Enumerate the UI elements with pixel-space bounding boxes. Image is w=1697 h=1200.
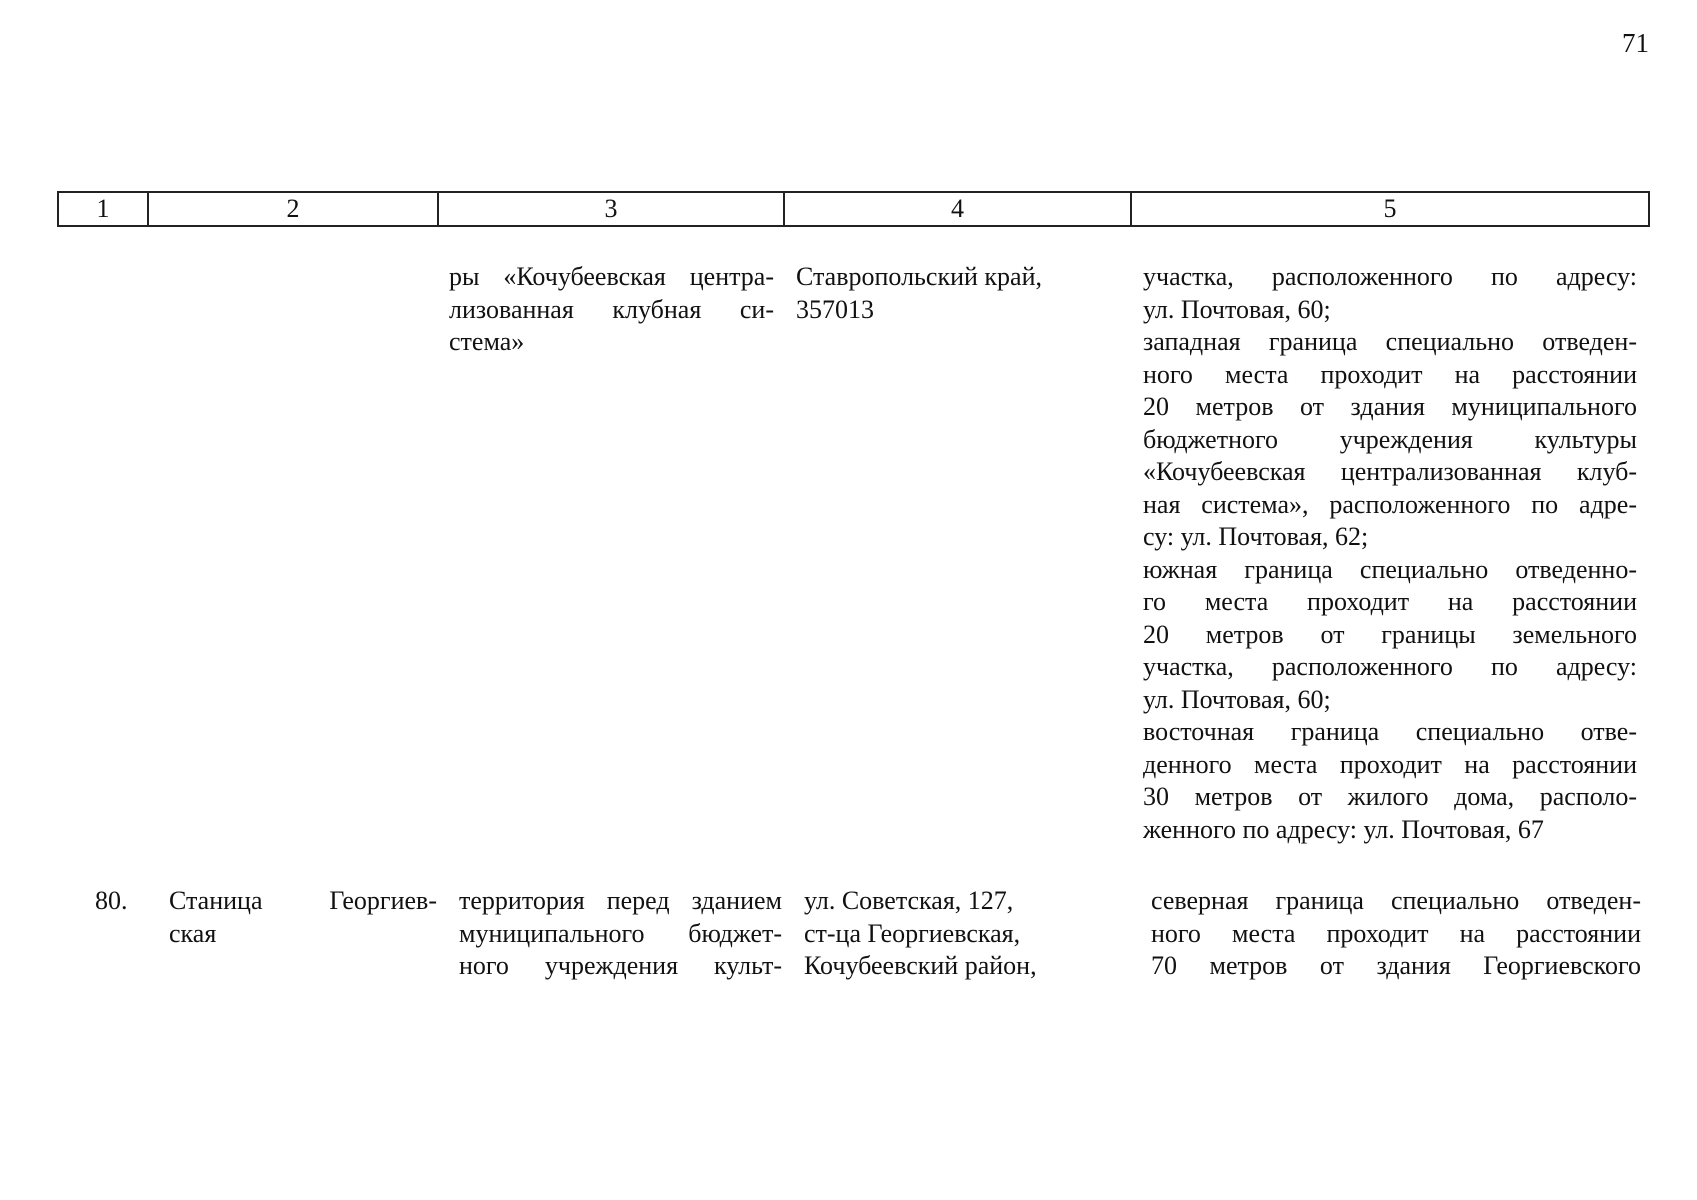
text-line: ская	[169, 918, 217, 948]
text-line: денного места проходит на расстоянии	[1143, 749, 1637, 779]
text-line: ного учреждения культ-	[459, 951, 782, 980]
text-line: 20 метров от границы земельного	[1143, 619, 1637, 649]
row-80-number: 80.	[95, 886, 128, 915]
text-line: ст-ца Георгиевская,	[804, 918, 1021, 948]
text-line: ная система», расположенного по адре-	[1143, 489, 1637, 519]
text-line: 70 метров от здания Георгиевского	[1151, 951, 1641, 980]
table-header-row	[58, 192, 1649, 226]
column-header-5: 5	[1131, 192, 1649, 226]
column-header-3: 3	[438, 192, 784, 226]
text-line: участка, расположенного по адресу:	[1143, 262, 1637, 291]
text-line: ры «Кочубеевская центра-	[449, 262, 774, 291]
text-line: лизованная клубная си-	[449, 294, 774, 324]
row-80-address	[804, 885, 1104, 983]
text-line: женного по адресу: ул. Почтовая, 67	[1143, 814, 1544, 844]
text-line: ул. Почтовая, 60;	[1143, 684, 1331, 714]
text-line: бюджетного учреждения культуры	[1143, 424, 1637, 454]
text-word: Станица	[169, 886, 263, 915]
text-line: ного места проходит на расстоянии	[1143, 359, 1637, 389]
column-header-2: 2	[148, 192, 438, 226]
text-line: западная граница специально отведен-	[1143, 327, 1637, 356]
column-header-1: 1	[58, 192, 148, 226]
boundary-paragraph-east	[1143, 716, 1637, 846]
text-line: муниципального бюджет-	[459, 918, 782, 948]
text-line: го места проходит на расстоянии	[1143, 587, 1637, 616]
text-line: 30 метров от жилого дома, располо-	[1143, 782, 1637, 811]
boundary-paragraph-north	[1143, 261, 1637, 326]
text-word: Георгиев-	[329, 886, 437, 915]
text-line: территория перед зданием	[459, 886, 782, 915]
text-line: ул. Почтовая, 60;	[1143, 294, 1331, 324]
boundary-paragraph-west	[1143, 326, 1637, 554]
text-line: Ставропольский край,	[796, 262, 1042, 291]
row-80-institution	[459, 885, 782, 983]
text-line: участка, расположенного по адресу:	[1143, 652, 1637, 681]
row-80-boundaries	[1151, 885, 1641, 983]
text-line: стема»	[449, 327, 525, 356]
text-line: ул. Советская, 127,	[804, 886, 1014, 915]
column-header-4: 4	[784, 192, 1131, 226]
text-line: южная граница специально отведенно-	[1143, 554, 1637, 584]
text-line: Кочубеевский район,	[804, 951, 1037, 980]
settlement-first-line	[169, 885, 437, 918]
continuation-row-boundaries	[1143, 261, 1637, 846]
text-line: ного места проходит на расстоянии	[1151, 918, 1641, 948]
text-line: «Кочубеевская централизованная клуб-	[1143, 457, 1637, 486]
boundary-paragraph-south	[1143, 554, 1637, 717]
text-line: 20 метров от здания муниципального	[1143, 392, 1637, 421]
continuation-row-address	[796, 261, 1096, 326]
continuation-row-institution	[449, 261, 774, 359]
text-line: 357013	[796, 294, 874, 324]
text-line: су: ул. Почтовая, 62;	[1143, 522, 1369, 551]
table-header	[57, 191, 1650, 227]
text-line: северная граница специально отведен-	[1151, 886, 1641, 915]
page-number: 71	[1622, 28, 1649, 58]
row-80-settlement	[169, 885, 437, 950]
text-line: восточная граница специально отве-	[1143, 717, 1637, 746]
